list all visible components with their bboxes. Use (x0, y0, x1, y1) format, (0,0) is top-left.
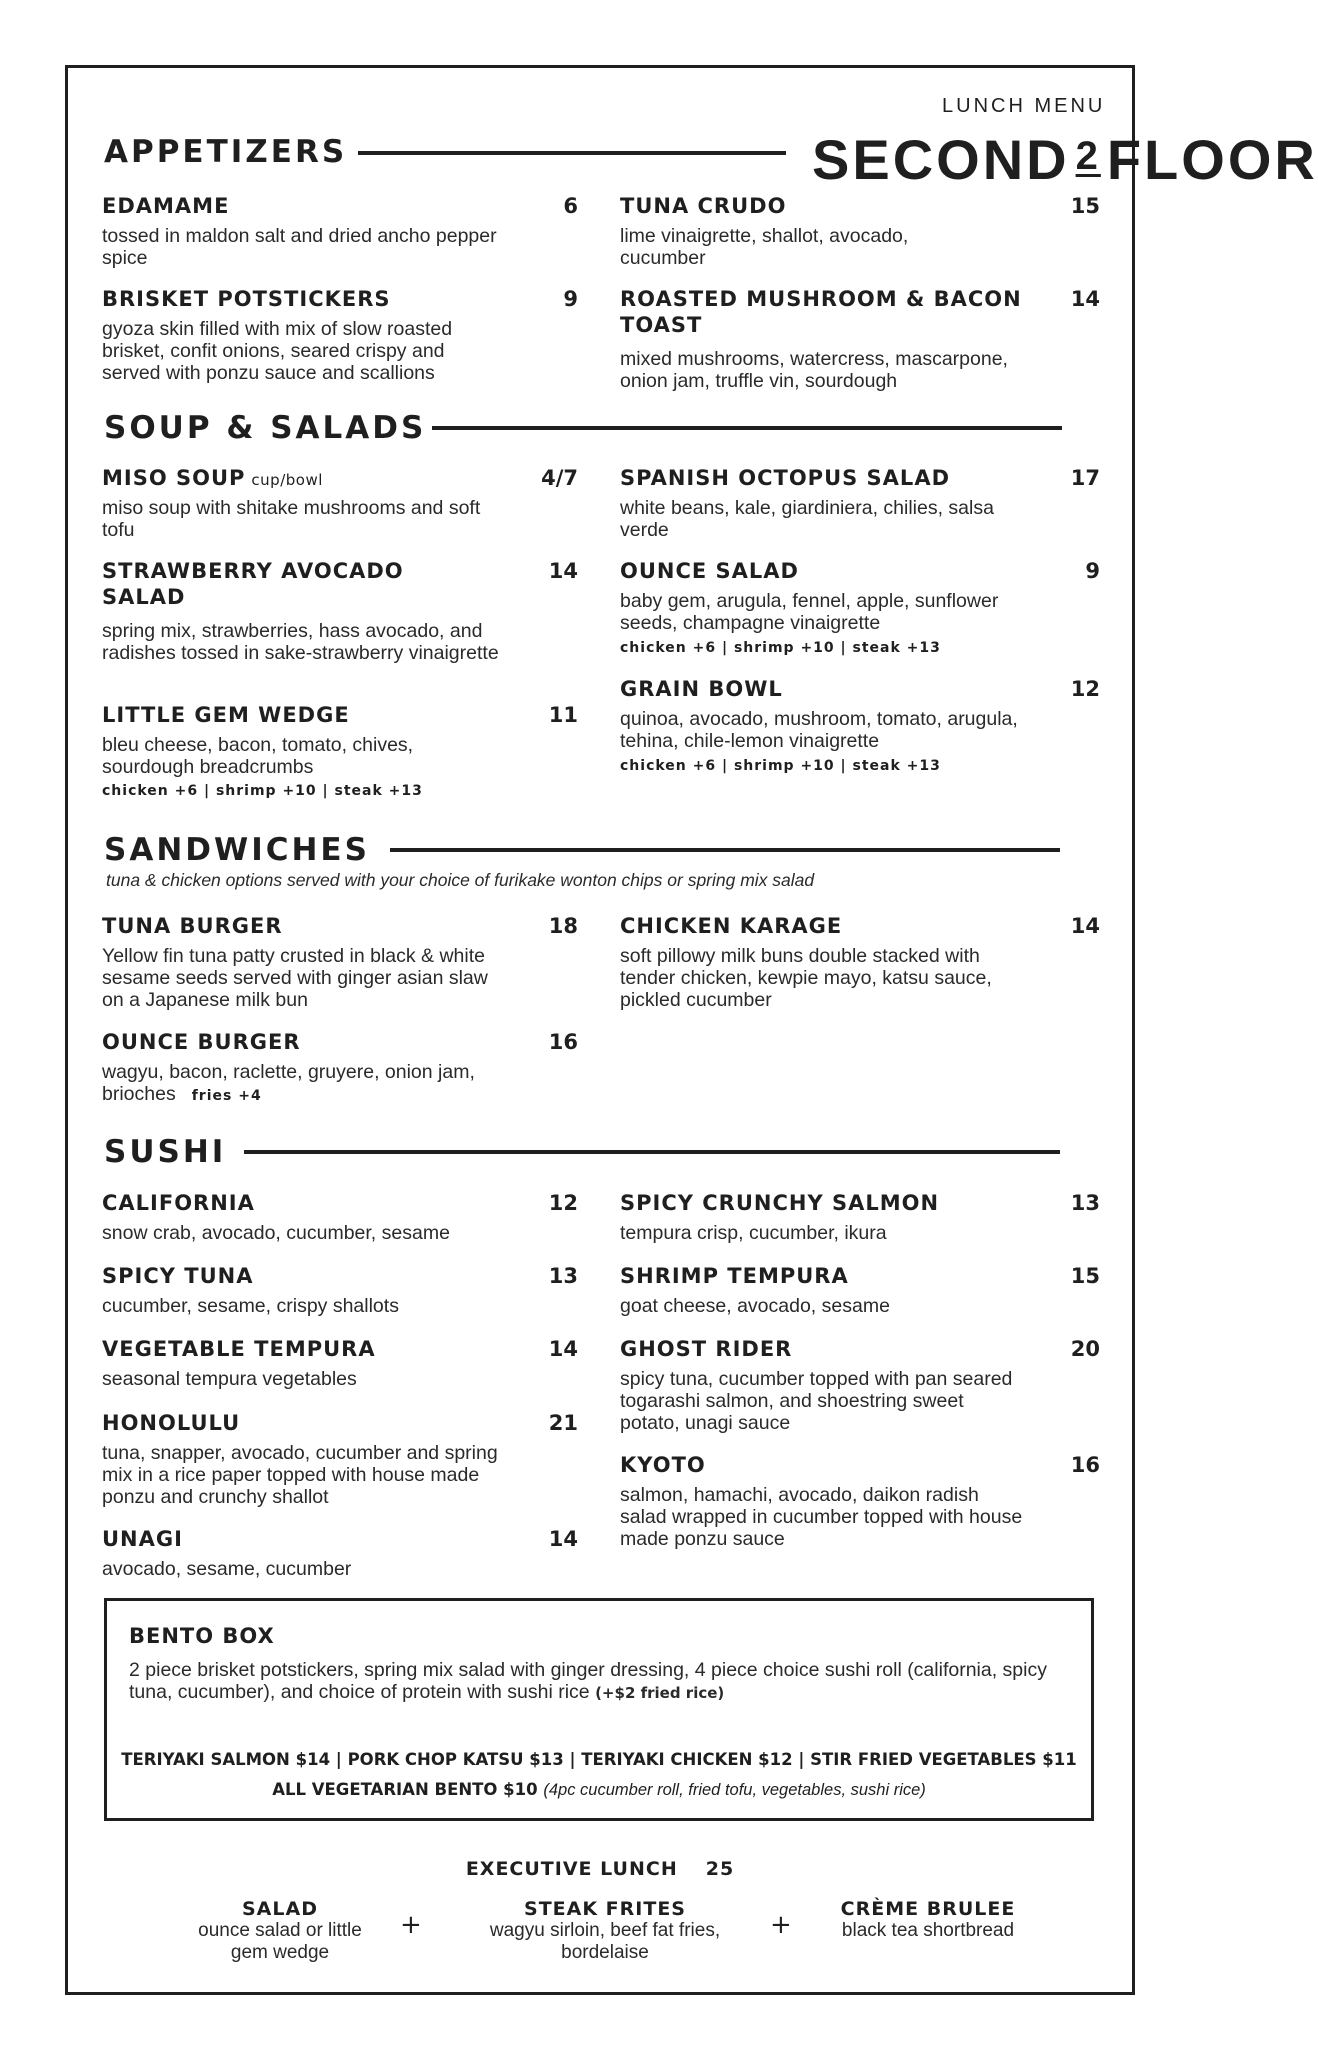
item-price: 14 (1070, 914, 1100, 938)
item-description: white beans, kale, giardiniera, chilies, salsa verde (620, 497, 994, 541)
item-name: ROASTED MUSHROOM & BACON TOAST (620, 287, 1022, 337)
course-title: CRÈME BRULEE (840, 1898, 1016, 1920)
item-description: quinoa, avocado, mushroom, tomato, arugula, tehina, chile-lemon vinaigrette (620, 708, 1018, 752)
menu-subtitle: LUNCH MENU (942, 95, 1106, 117)
item-name: CALIFORNIA (102, 1191, 255, 1215)
item-name: KYOTO (620, 1453, 706, 1477)
item-description: bleu cheese, bacon, tomato, chives, sourdough breadcrumbs (102, 734, 414, 778)
logo-number: 2 (1075, 134, 1101, 178)
item-price: 15 (1070, 194, 1100, 218)
item-price: 21 (548, 1411, 578, 1435)
bento-vegetarian-note: (4pc cucumber roll, fried tofu, vegetables, sushi rice) (543, 1781, 926, 1799)
item-description: avocado, sesame, cucumber (102, 1558, 352, 1580)
item-description: tempura crisp, cucumber, ikura (620, 1222, 887, 1244)
plus-sign: + (770, 1910, 792, 1940)
logo-word-right: FLOOR (1106, 128, 1318, 191)
item-name: GHOST RIDER (620, 1337, 793, 1361)
item-addons: chicken +6 | shrimp +10 | steak +13 (620, 640, 941, 656)
executive-lunch-price: 25 (705, 1858, 735, 1880)
item-description: seasonal tempura vegetables (102, 1368, 357, 1390)
course-description: black tea shortbread (841, 1920, 1015, 1941)
item-price: 18 (548, 914, 578, 938)
item-price: 13 (548, 1264, 578, 1288)
logo-word-left: SECOND (812, 128, 1070, 191)
plus-sign: + (400, 1910, 422, 1940)
item-price: 13 (1070, 1191, 1100, 1215)
item-description: spicy tuna, cucumber topped with pan seared togarashi salmon, and shoestring sweet potato, unagi sauce (620, 1368, 1013, 1434)
item-name: EDAMAME (102, 194, 230, 218)
section-title-sushi: SUSHI (104, 1134, 227, 1170)
bento-protein-options: TERIYAKI SALMON $14 | PORK CHOP KATSU $13 | TERIYAKI CHICKEN $12 | STIR FRIED VEGETABLES $11 (121, 1750, 1077, 1769)
item-price: 9 (1085, 559, 1100, 583)
item-description (102, 1061, 522, 1107)
section-rule (358, 151, 786, 155)
section-title-sandwiches: SANDWICHES (104, 832, 370, 868)
section-title-soup-salads: SOUP & SALADS (104, 410, 427, 446)
item-name (102, 465, 323, 493)
item-size: cup/bowl (251, 471, 323, 489)
item-price: 14 (548, 1337, 578, 1361)
item-addon: fries +4 (191, 1088, 262, 1104)
item-name: SPICY CRUNCHY SALMON (620, 1191, 940, 1215)
executive-lunch-label: EXECUTIVE LUNCH (465, 1858, 678, 1880)
item-price: 16 (548, 1030, 578, 1054)
bento-description-text: 2 piece brisket potstickers, spring mix salad with ginger dressing, 4 piece choice sushi roll (california, spicy tuna, cucumber), and choice of protein with sushi rice (129, 1659, 1047, 1703)
item-name: SPANISH OCTOPUS SALAD (620, 466, 951, 490)
item-price: 20 (1070, 1337, 1100, 1361)
item-price: 16 (1070, 1453, 1100, 1477)
item-price: 15 (1070, 1264, 1100, 1288)
item-description: tossed in maldon salt and dried ancho pepper spice (102, 225, 497, 269)
restaurant-logo (812, 128, 1318, 191)
item-price: 14 (548, 559, 578, 583)
item-name: UNAGI (102, 1527, 183, 1551)
item-description: salmon, hamachi, avocado, daikon radish salad wrapped in cucumber topped with house made ponzu sauce (620, 1484, 1023, 1550)
course-title: SALAD (242, 1898, 318, 1920)
item-name-text: MISO SOUP (102, 466, 246, 490)
item-name: OUNCE BURGER (102, 1030, 301, 1054)
item-name: OUNCE SALAD (620, 559, 799, 583)
item-name: SHRIMP TEMPURA (620, 1264, 849, 1288)
item-description: spring mix, strawberries, hass avocado, and radishes tossed in sake-strawberry vinaigrette (102, 620, 499, 664)
item-addons: chicken +6 | shrimp +10 | steak +13 (102, 783, 423, 799)
bento-vegetarian-label: ALL VEGETARIAN BENTO $10 (272, 1780, 538, 1799)
item-description: cucumber, sesame, crispy shallots (102, 1295, 399, 1317)
item-price: 17 (1070, 466, 1100, 490)
item-description: gyoza skin filled with mix of slow roasted brisket, confit onions, seared crispy and served with ponzu sauce and scallions (102, 318, 453, 384)
item-description: snow crab, avocado, cucumber, sesame (102, 1222, 450, 1244)
item-price: 4/7 (541, 466, 578, 490)
item-description: baby gem, arugula, fennel, apple, sunflower seeds, champagne vinaigrette (620, 590, 999, 634)
item-price: 14 (548, 1527, 578, 1551)
item-price: 12 (1070, 677, 1100, 701)
section-title-appetizers: APPETIZERS (104, 134, 348, 170)
bento-fried-rice-note: (+$2 fried rice) (595, 1684, 725, 1702)
section-rule (432, 426, 1062, 430)
item-description-text: wagyu, bacon, raclette, gruyere, onion jam, brioches (102, 1061, 475, 1105)
item-price: 6 (563, 194, 578, 218)
item-name: VEGETABLE TEMPURA (102, 1337, 376, 1361)
item-description: Yellow fin tuna patty crusted in black & white sesame seeds served with ginger asian slaw on a Japanese milk bun (102, 945, 488, 1011)
bento-box-panel (104, 1598, 1094, 1821)
item-price: 9 (563, 287, 578, 311)
item-name: TUNA BURGER (102, 914, 283, 938)
item-name: SPICY TUNA (102, 1264, 254, 1288)
item-description: soft pillowy milk buns double stacked with tender chicken, kewpie mayo, katsu sauce, pickled cucumber (620, 945, 992, 1011)
item-name: STRAWBERRY AVOCADO SALAD (102, 559, 404, 609)
bento-title: BENTO BOX (129, 1624, 275, 1648)
item-price: 12 (548, 1191, 578, 1215)
item-name: LITTLE GEM WEDGE (102, 703, 350, 727)
item-name: TUNA CRUDO (620, 194, 787, 218)
item-price: 11 (548, 703, 578, 727)
item-description: goat cheese, avocado, sesame (620, 1295, 890, 1317)
item-description: tuna, snapper, avocado, cucumber and spring mix in a rice paper topped with house made ponzu and crunchy shallot (102, 1442, 498, 1508)
section-note: tuna & chicken options served with your choice of furikake wonton chips or spring mix salad (106, 870, 815, 890)
item-price: 14 (1070, 287, 1100, 311)
executive-lunch-title (0, 1858, 1200, 1880)
item-name: HONOLULU (102, 1411, 241, 1435)
bento-description (129, 1659, 1079, 1704)
executive-course-steak (450, 1898, 760, 1964)
course-description: wagyu sirloin, beef fat fries, bordelaise (489, 1920, 721, 1963)
item-name: GRAIN BOWL (620, 677, 783, 701)
item-name: CHICKEN KARAGE (620, 914, 843, 938)
section-rule (390, 848, 1060, 852)
item-name: BRISKET POTSTICKERS (102, 287, 391, 311)
item-description: lime vinaigrette, shallot, avocado, cucumber (620, 225, 909, 269)
executive-course-salad (180, 1898, 380, 1964)
course-description: ounce salad or little gem wedge (198, 1920, 362, 1963)
executive-course-dessert (818, 1898, 1038, 1942)
bento-vegetarian (107, 1780, 1091, 1800)
item-addons: chicken +6 | shrimp +10 | steak +13 (620, 758, 941, 774)
item-description: miso soup with shitake mushrooms and soft tofu (102, 497, 481, 541)
course-title: STEAK FRITES (524, 1898, 686, 1920)
section-rule (244, 1150, 1060, 1154)
item-description: mixed mushrooms, watercress, mascarpone, onion jam, truffle vin, sourdough (620, 348, 1008, 392)
